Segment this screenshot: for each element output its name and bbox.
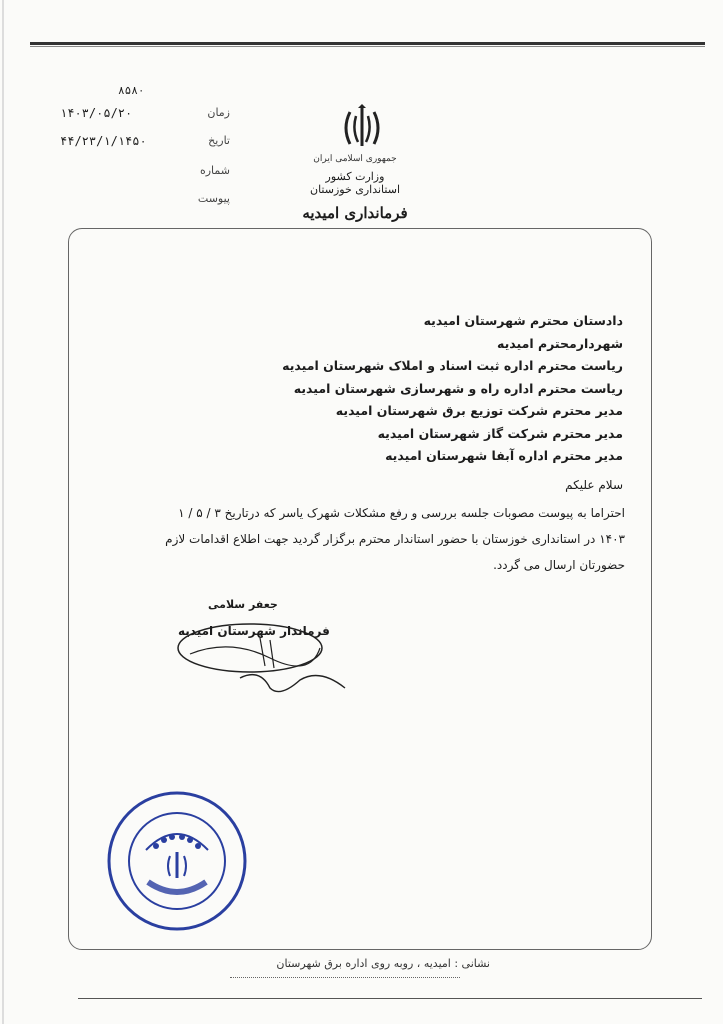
letter-number: ۸۵۸۰ <box>118 84 145 97</box>
top-rule <box>30 42 705 45</box>
org-country: جمهوری اسلامی ایران <box>313 154 397 164</box>
recipient-line: ریاست محترم اداره ثبت اسناد و املاک شهرستان امیدیه <box>282 358 623 373</box>
scan-edge <box>2 0 4 1024</box>
header-field-time: زمان ۱۴۰۳/۰۵/۲۰ <box>60 106 230 120</box>
recipient-line: دادستان محترم شهرستان امیدیه <box>423 313 623 328</box>
recipient-line: ریاست محترم اداره راه و شهرسازی شهرستان امیدیه <box>293 380 623 396</box>
recipient-line: شهردارمحترم امیدیه <box>497 335 623 351</box>
body-line: احتراما به پیوست مصوبات جلسه بررسی و رفع مشکلات شهرک یاسر که درتاریخ ۳ / ۵ / ۱ <box>178 506 625 520</box>
footer-contact-line <box>230 977 460 984</box>
header-field-date: تاریخ ۴۴/۲۳/۱/۱۴۵۰ <box>60 134 230 148</box>
org-governorate: فرمانداری امیدیه <box>302 204 408 222</box>
iran-emblem-icon <box>340 104 384 152</box>
org-province: استانداری خوزستان <box>309 183 400 196</box>
organization-header <box>290 154 420 222</box>
bottom-rule <box>78 998 702 999</box>
header-field-number: شماره <box>199 164 230 177</box>
recipients-list <box>143 310 623 468</box>
org-ministry: وزارت کشور <box>325 170 385 183</box>
footer-address: نشانی : امیدیه ، روبه روی اداره برق شهرستان <box>276 957 490 970</box>
header-field-attachment: پیوست <box>197 192 230 205</box>
council-stamp <box>106 790 248 932</box>
body-line: ۱۴۰۳ در استانداری خوزستان با حضور استاندار محترم برگزار گردید جهت اطلاع اقدامات لازم <box>165 532 625 546</box>
recipient-line: مدیر محترم اداره آبفا شهرستان امیدیه <box>385 448 623 463</box>
recipient-line: مدیر محترم شرکت گاز شهرستان امیدیه <box>377 425 623 441</box>
body-line: حضورتان ارسال می گردد. <box>493 558 625 572</box>
letter-body <box>125 500 625 578</box>
signer-title: فرماندار شهرستان امیدیه <box>178 624 330 638</box>
recipient-line: مدیر محترم شرکت توزیع برق شهرستان امیدیه <box>335 403 623 418</box>
signer-name: جعفر سلامی <box>208 598 278 611</box>
greeting: سلام علیکم <box>565 478 623 492</box>
top-rule-thin <box>30 46 705 47</box>
